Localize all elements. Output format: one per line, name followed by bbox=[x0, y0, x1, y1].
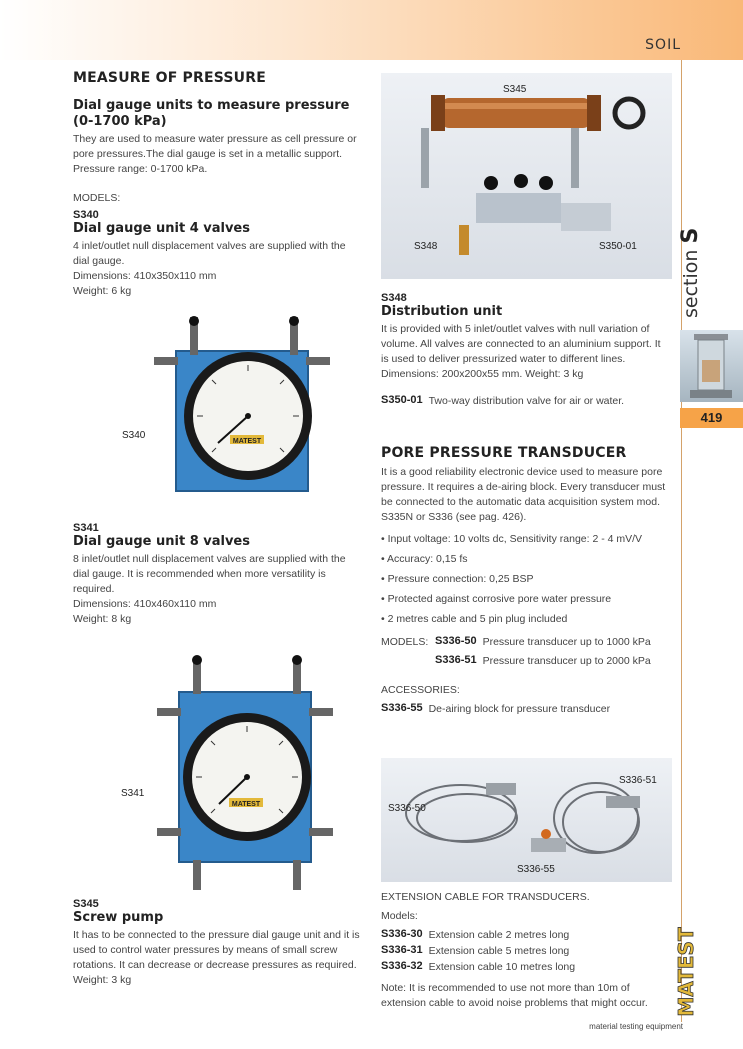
section-label: SOIL bbox=[645, 37, 681, 53]
s341-weight: Weight: 8 kg bbox=[73, 613, 132, 625]
s341-dimensions: Dimensions: 410x460x110 mm bbox=[73, 598, 217, 610]
section-title: MEASURE OF PRESSURE bbox=[73, 70, 266, 86]
side-section-word: section bbox=[680, 249, 702, 318]
s345-code: S345 bbox=[73, 898, 99, 910]
accessories-label: ACCESSORIES: bbox=[381, 684, 460, 696]
model-code: S336-51 bbox=[435, 654, 477, 666]
s340-code: S340 bbox=[73, 209, 99, 221]
intro-title: Dial gauge units to measure pressure (0-1700 kPa) bbox=[73, 98, 350, 129]
top-photo-label-s348: S348 bbox=[414, 241, 438, 252]
transducer-bullets bbox=[381, 529, 676, 629]
transducer-text: It is a good reliability electronic device used to measure pore pressure. It requires a de-airing block. Every transducer must be connected to the automatic data acquisition system mod. S335N or S336 (see pag. 426). bbox=[381, 466, 666, 523]
s341-photo-label: S341 bbox=[121, 788, 145, 799]
extension-text: Extension cable 5 metres long bbox=[428, 945, 570, 957]
left-column bbox=[73, 70, 363, 299]
s340-photo bbox=[148, 313, 338, 503]
accessory-text: De-airing block for pressure transducer bbox=[428, 703, 611, 715]
model-row bbox=[381, 654, 676, 669]
intro-text: They are used to measure water pressure as cell pressure or pore pressures.The dial gauge is set in a metallic support. bbox=[73, 133, 357, 160]
s348-dims-weight: Dimensions: 200x200x55 mm. Weight: 3 kg bbox=[381, 368, 584, 380]
s350-row bbox=[381, 394, 671, 409]
footer-text: material testing equipment bbox=[589, 1022, 683, 1031]
cable-photo-label-a: S336-50 bbox=[388, 803, 426, 814]
extension-code: S336-31 bbox=[381, 944, 423, 956]
s348-code: S348 bbox=[381, 292, 407, 304]
s350-code: S350-01 bbox=[381, 394, 423, 406]
extension-text: Extension cable 10 metres long bbox=[428, 961, 576, 973]
page-number: 419 bbox=[680, 408, 743, 428]
top-photo-label-s345: S345 bbox=[503, 84, 527, 95]
s348-title: Distribution unit bbox=[381, 304, 503, 319]
pressure-range: Pressure range: 0-1700 kPa. bbox=[73, 163, 208, 175]
s348-text: It is provided with 5 inlet/outlet valves with null variation of volume. All valves are connected to an aluminium support. It is used to deliver pressurized water to different lines. bbox=[381, 323, 661, 365]
s340-text: 4 inlet/outlet null displacement valves are supplied with the dial gauge. bbox=[73, 240, 346, 267]
extension-note: Note: It is recommended to use not more than 10m of extension cable to avoid noise problems that might occur. bbox=[381, 982, 648, 1009]
side-photo bbox=[680, 330, 743, 402]
extension-code: S336-30 bbox=[381, 928, 423, 940]
s340-title: Dial gauge unit 4 valves bbox=[73, 221, 250, 236]
transducer-title: PORE PRESSURE TRANSDUCER bbox=[381, 445, 627, 461]
cable-photo-label-c: S336-55 bbox=[517, 864, 555, 875]
s350-text: Two-way distribution valve for air or water. bbox=[428, 395, 625, 407]
brand-logo bbox=[674, 927, 708, 1017]
extension-block bbox=[381, 890, 676, 1011]
extension-row bbox=[381, 928, 676, 943]
gauge-brand-s340: MATEST bbox=[232, 438, 262, 445]
s345-text: It has to be connected to the pressure dial gauge unit and it is used to control water pressures by means of small screw rotations. It can decrease or decrease pressures as required. bbox=[73, 929, 360, 971]
models-label: MODELS: bbox=[381, 636, 429, 648]
extension-row bbox=[381, 960, 676, 975]
s340-weight: Weight: 6 kg bbox=[73, 285, 132, 297]
s341-title: Dial gauge unit 8 valves bbox=[73, 534, 250, 549]
gauge-brand-s341: MATEST bbox=[231, 801, 261, 808]
bullet-item: • Protected against corrosive pore water pressure bbox=[381, 589, 676, 609]
model-text: Pressure transducer up to 1000 kPa bbox=[482, 636, 651, 648]
s341-text: 8 inlet/outlet null displacement valves are supplied with the dial gauge. It is recommended when more versatility is required. bbox=[73, 553, 346, 595]
s341-photo bbox=[155, 652, 335, 892]
s345-block bbox=[73, 898, 363, 988]
s345-weight: Weight: 3 kg bbox=[73, 974, 132, 986]
bullet-item: • Input voltage: 10 volts dc, Sensitivity range: 2 - 4 mV/V bbox=[381, 529, 676, 549]
extension-title: EXTENSION CABLE FOR TRANSDUCERS. bbox=[381, 891, 590, 903]
s340-dimensions: Dimensions: 410x350x110 mm bbox=[73, 270, 217, 282]
side-divider bbox=[681, 60, 682, 1022]
extension-row bbox=[381, 944, 676, 959]
accessory-row bbox=[381, 702, 676, 717]
s341-code: S341 bbox=[73, 522, 99, 534]
bullet-item: • Pressure connection: 0,25 BSP bbox=[381, 569, 676, 589]
s348-block bbox=[381, 292, 671, 409]
cable-photo-label-b: S336-51 bbox=[619, 775, 657, 786]
top-photo-label-s350: S350-01 bbox=[599, 241, 637, 252]
side-section-label bbox=[678, 228, 703, 318]
extension-text: Extension cable 2 metres long bbox=[428, 929, 570, 941]
extension-models-label: Models: bbox=[381, 910, 418, 922]
side-section-letter: S bbox=[678, 227, 703, 244]
header-band bbox=[0, 0, 743, 60]
model-text: Pressure transducer up to 2000 kPa bbox=[482, 655, 651, 667]
s345-title: Screw pump bbox=[73, 910, 164, 925]
s340-photo-label: S340 bbox=[122, 430, 146, 441]
extension-code: S336-32 bbox=[381, 960, 423, 972]
model-row bbox=[381, 635, 676, 650]
model-code: S336-50 bbox=[435, 635, 477, 647]
models-label: MODELS: bbox=[73, 192, 121, 204]
transducer-block bbox=[381, 445, 676, 717]
bullet-item: • Accuracy: 0,15 fs bbox=[381, 549, 676, 569]
bullet-item: • 2 metres cable and 5 pin plug included bbox=[381, 609, 676, 629]
brand-logo-text: MATEST bbox=[674, 927, 698, 1017]
s341-block bbox=[73, 522, 363, 627]
accessory-code: S336-55 bbox=[381, 702, 423, 714]
